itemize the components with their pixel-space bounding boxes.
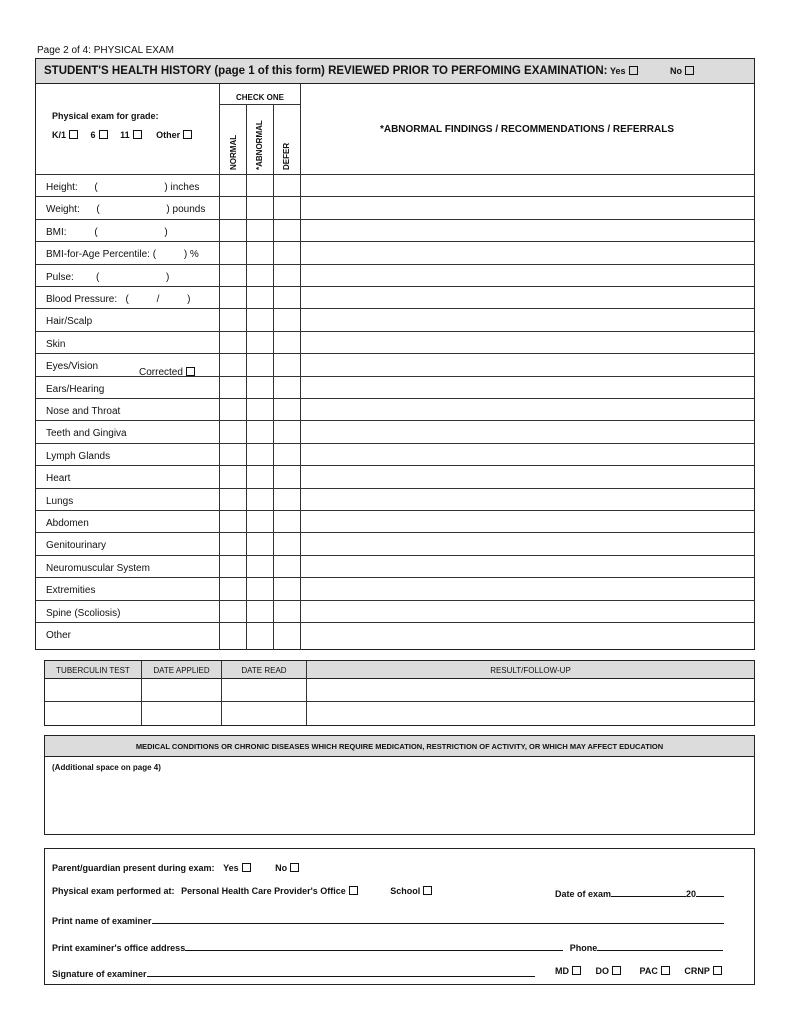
exam-row-label: Genitourinary — [46, 540, 107, 552]
grade-option-k1[interactable]: K/1 — [52, 130, 78, 140]
year-prefix: 20 — [686, 889, 697, 899]
col-line-1 — [219, 84, 220, 650]
parent-present-row — [52, 863, 299, 873]
cred-pac-checkbox[interactable] — [661, 966, 670, 975]
exam-row-label: Skin — [46, 338, 66, 350]
check-one-label: CHECK ONE — [235, 93, 284, 102]
school-option[interactable]: School — [390, 886, 432, 896]
col-line-4 — [300, 84, 301, 650]
exam-row-label: Pulse: ( ) — [46, 271, 170, 283]
cred-md-option[interactable]: MD — [555, 966, 581, 976]
performed-at-label: Physical exam performed at: — [52, 886, 175, 896]
tb-col-line-2 — [221, 661, 222, 725]
row-line — [36, 331, 754, 332]
exam-row-label: Blood Pressure: ( / ) — [46, 294, 191, 305]
date-of-exam-line[interactable] — [611, 886, 686, 897]
school-checkbox[interactable] — [423, 886, 432, 895]
medical-header: MEDICAL CONDITIONS OR CHRONIC DISEASES WHICH REQUIRE MEDICATION, RESTRICTION OF ACTIVITY, OR WHICH MAY AFFECT EDUCATION — [135, 742, 664, 751]
exam-row-label: BMI: ( ) — [46, 226, 168, 238]
office-address-line[interactable] — [185, 940, 563, 951]
history-yes-checkbox[interactable] — [629, 66, 638, 75]
tb-header-read: DATE READ — [241, 666, 287, 675]
signature-line[interactable] — [147, 966, 535, 977]
row-line — [36, 555, 754, 556]
row-line — [36, 264, 754, 265]
row-line — [36, 488, 754, 489]
grade-option-11[interactable]: 11 — [120, 130, 142, 140]
cred-do-checkbox[interactable] — [612, 966, 621, 975]
print-name-field[interactable]: Print name of examiner — [52, 913, 724, 926]
row-line — [36, 443, 754, 444]
exam-row-label: Nose and Throat — [46, 406, 121, 417]
grade-option-6[interactable]: 6 — [91, 130, 108, 140]
grade-k1-checkbox[interactable] — [69, 130, 78, 139]
page-header: Page 2 of 4: PHYSICAL EXAM — [37, 45, 174, 56]
exam-row-label: Ears/Hearing — [46, 383, 105, 395]
parent-present-label: Parent/guardian present during exam: — [52, 863, 215, 873]
row-line — [36, 286, 754, 287]
date-of-exam-field[interactable]: Date of exam 20 — [555, 886, 724, 899]
row-line — [36, 308, 754, 309]
cred-crnp-option[interactable]: CRNP — [684, 966, 722, 976]
findings-header: *ABNORMAL FINDINGS / RECOMMENDATIONS / REFERRALS — [379, 124, 675, 135]
exam-row-label: Lungs — [46, 495, 74, 507]
row-line — [36, 196, 754, 197]
cred-do-option[interactable]: DO — [596, 966, 622, 976]
grade-11-checkbox[interactable] — [133, 130, 142, 139]
row-line — [36, 219, 754, 220]
grade-other-checkbox[interactable] — [183, 130, 192, 139]
col-line-3 — [273, 104, 274, 650]
tb-header-result: RESULT/FOLLOW-UP — [490, 666, 571, 675]
exam-row-label: Eyes/Vision — [46, 361, 99, 373]
office-address-field[interactable]: Print examiner's office address Phone — [52, 940, 723, 953]
credentials-row — [555, 966, 722, 976]
exam-row-label: Extremities — [46, 585, 96, 597]
grade-6-checkbox[interactable] — [99, 130, 108, 139]
exam-row-label: Spine (Scoliosis) — [46, 607, 121, 619]
exam-row-label: BMI-for-Age Percentile: ( ) % — [46, 249, 199, 261]
exam-row-label: Heart — [46, 473, 71, 485]
row-line — [36, 465, 754, 466]
col-abnormal-label: *ABNORMAL — [255, 120, 264, 170]
exam-row-label: Abdomen — [46, 518, 89, 529]
row-line — [36, 353, 754, 354]
exam-row-label: Lymph Glands — [46, 450, 111, 462]
col-line-2 — [246, 104, 247, 650]
row-line — [36, 398, 754, 399]
exam-row-label: Height: ( ) inches — [46, 182, 200, 193]
cred-pac-option[interactable]: PAC — [640, 966, 670, 976]
parent-yes-checkbox[interactable] — [242, 863, 251, 872]
tb-header-applied: DATE APPLIED — [153, 666, 210, 675]
history-yes-option[interactable]: Yes — [610, 66, 638, 76]
eyes-corrected-option[interactable]: Corrected — [139, 367, 195, 378]
history-banner-text: STUDENT'S HEALTH HISTORY (page 1 of this form) REVIEWED PRIOR TO PERFOMING EXAMINATION: — [44, 65, 608, 77]
row-line — [36, 510, 754, 511]
exam-row-label: Weight: ( ) pounds — [46, 204, 206, 216]
grade-options — [52, 130, 192, 140]
exam-row-label: Hair/Scalp — [46, 316, 93, 328]
grade-title: Physical exam for grade: — [52, 111, 159, 121]
parent-yes-option[interactable]: Yes — [223, 863, 251, 873]
row-line — [36, 622, 754, 623]
history-banner — [36, 59, 754, 84]
history-no-checkbox[interactable] — [685, 66, 694, 75]
provider-office-checkbox[interactable] — [349, 886, 358, 895]
signature-field[interactable]: Signature of examiner — [52, 966, 535, 979]
col-normal-label: NORMAL — [229, 134, 238, 170]
parent-no-option[interactable]: No — [275, 863, 299, 873]
parent-no-checkbox[interactable] — [290, 863, 299, 872]
exam-row-label: Other — [46, 630, 72, 641]
col-defer-label: DEFER — [282, 142, 291, 170]
tb-row-line — [45, 701, 754, 702]
exam-row-label: Neuromuscular System — [46, 562, 150, 574]
history-no-option[interactable]: No — [670, 66, 694, 76]
row-line — [36, 241, 754, 242]
tb-header-test: TUBERCULIN TEST — [56, 666, 130, 675]
row-line — [36, 577, 754, 578]
tb-col-line-1 — [141, 661, 142, 725]
header-bottom-line — [36, 174, 754, 175]
provider-office-option[interactable]: Personal Health Care Provider's Office — [181, 886, 358, 896]
row-line — [36, 420, 754, 421]
row-line — [36, 532, 754, 533]
performed-at-row — [52, 886, 432, 896]
phone-label: Phone — [569, 943, 598, 953]
medical-note: (Additional space on page 4) — [52, 763, 161, 772]
exam-row-label: Teeth and Gingiva — [46, 428, 127, 440]
eyes-corrected-checkbox[interactable] — [186, 367, 195, 376]
phone-line[interactable] — [597, 940, 723, 951]
check-one-divider — [219, 104, 300, 105]
cred-md-checkbox[interactable] — [572, 966, 581, 975]
print-name-line[interactable] — [152, 913, 724, 924]
tb-col-line-3 — [306, 661, 307, 725]
row-line — [36, 600, 754, 601]
grade-option-other[interactable]: Other — [156, 130, 192, 140]
year-line[interactable] — [696, 886, 724, 897]
cred-crnp-checkbox[interactable] — [713, 966, 722, 975]
